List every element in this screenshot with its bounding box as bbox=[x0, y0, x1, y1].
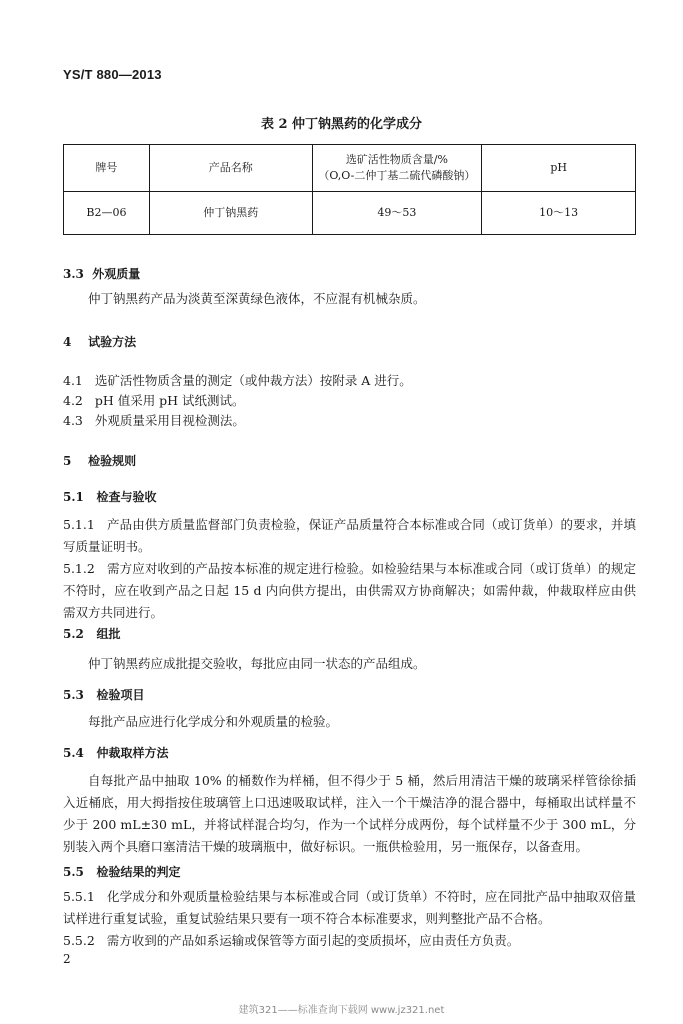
section-number: 5.1 bbox=[63, 490, 84, 504]
section-5-3-heading bbox=[63, 686, 144, 703]
header-active-content bbox=[312, 145, 482, 192]
clause-number: 5.5.1 bbox=[63, 889, 95, 904]
section-5-2-heading bbox=[63, 625, 120, 642]
section-4-heading bbox=[63, 333, 136, 350]
chemical-composition-table bbox=[63, 144, 636, 235]
watermark-footer: 建筑321——标准查询下载网 www.jz321.net bbox=[238, 1005, 445, 1016]
clause-text: 需方应对收到的产品按本标准的规定进行检验。如检验结果与本标准或合同（或订货单）的规定不符时，应在收到产品之日起 15 d 内向供方提出，由供需双方协商解决；如需仲裁，仲裁取样应由供需双方共同进行。 bbox=[63, 561, 636, 620]
cell-ph: 10～13 bbox=[482, 192, 636, 235]
section-3-3-heading bbox=[63, 265, 140, 282]
clause-text: 产品由供方质量监督部门负责检验，保证产品质量符合本标准或合同（或订货单）的要求，并填写质量证明书。 bbox=[63, 517, 636, 554]
table-row bbox=[64, 192, 636, 235]
clause-number: 4.1 bbox=[63, 373, 83, 388]
clause-4-1 bbox=[63, 370, 412, 392]
header-active-content-line1: 选矿活性物质含量/% bbox=[345, 153, 448, 166]
clause-5-1-1 bbox=[63, 514, 636, 558]
section-5-3-text: 每批产品应进行化学成分和外观质量的检验。 bbox=[88, 714, 339, 729]
section-5-4-heading bbox=[63, 744, 168, 761]
clause-5-5-2 bbox=[63, 930, 636, 952]
section-3-3-text: 仲丁钠黑药产品为淡黄至深黄绿色液体，不应混有机械杂质。 bbox=[88, 291, 426, 306]
clause-number: 4.2 bbox=[63, 393, 83, 408]
section-title: 外观质量 bbox=[92, 267, 141, 281]
section-5-heading bbox=[63, 452, 136, 469]
header-active-content-line2: （O,O-二仲丁基二硫代磷酸钠） bbox=[318, 169, 476, 182]
header-ph: pH bbox=[482, 145, 636, 192]
section-title: 检验结果的判定 bbox=[96, 865, 181, 879]
section-number: 5.2 bbox=[63, 627, 84, 641]
section-title: 检验规则 bbox=[88, 454, 137, 468]
section-title: 检查与验收 bbox=[96, 490, 157, 504]
clause-text: 选矿活性物质含量的测定（或仲裁方法）按附录 A 进行。 bbox=[94, 373, 412, 388]
section-title: 检验项目 bbox=[96, 688, 145, 702]
cell-active-content: 49～53 bbox=[312, 192, 482, 235]
section-title: 试验方法 bbox=[88, 335, 137, 349]
section-title: 仲裁取样方法 bbox=[96, 746, 169, 760]
section-number: 3.3 bbox=[63, 267, 84, 281]
section-5-4-text: 自每批产品中抽取 10% 的桶数作为样桶，但不得少于 5 桶，然后用清洁干燥的玻璃采样管徐徐插入近桶底，用大拇指按住玻璃管上口迅速吸取试样，注入一个干燥洁净的混合器中，每桶取出试样量不少于 200 mL±30 mL，并将试样混合均匀，作为一个试样分成两份，每个试样量不少于 300 mL，分别装入两个具磨口塞清洁干燥的玻璃瓶中，做好标识。一瓶供检验用，另一瓶保存，以备查用。 bbox=[63, 773, 636, 854]
clause-4-3 bbox=[63, 410, 245, 432]
section-title: 组批 bbox=[96, 627, 121, 641]
clause-text: pH 值采用 pH 试纸测试。 bbox=[94, 393, 245, 408]
clause-text: 化学成分和外观质量检验结果与本标准或合同（或订货单）不符时，应在同批产品中抽取双倍量试样进行重复试验，重复试验结果只要有一项不符合本标准要求，则判整批产品不合格。 bbox=[63, 889, 636, 926]
clause-number: 5.1.1 bbox=[63, 517, 95, 532]
section-number: 5.5 bbox=[63, 865, 84, 879]
section-5-2-text: 仲丁钠黑药应成批提交验收，每批应由同一状态的产品组成。 bbox=[88, 656, 426, 671]
clause-text: 需方收到的产品如系运输或保管等方面引起的变质损坏，应由责任方负责。 bbox=[106, 933, 520, 948]
standard-code: YS/T 880—2013 bbox=[63, 67, 162, 82]
clause-number: 5.1.2 bbox=[63, 561, 95, 576]
clause-4-2 bbox=[63, 390, 245, 412]
section-number: 5.3 bbox=[63, 688, 84, 702]
clause-number: 5.5.2 bbox=[63, 933, 95, 948]
section-number: 5 bbox=[63, 454, 72, 468]
header-grade: 牌号 bbox=[64, 145, 150, 192]
clause-number: 4.3 bbox=[63, 413, 83, 428]
section-5-5-heading bbox=[63, 863, 180, 880]
cell-grade: B2—06 bbox=[64, 192, 150, 235]
clause-5-5-1 bbox=[63, 886, 636, 930]
section-5-1-heading bbox=[63, 488, 156, 505]
cell-product-name: 仲丁钠黑药 bbox=[149, 192, 312, 235]
section-number: 4 bbox=[63, 335, 72, 349]
header-product-name: 产品名称 bbox=[149, 145, 312, 192]
table-header-row bbox=[64, 145, 636, 192]
clause-text: 外观质量采用目视检测法。 bbox=[94, 413, 245, 428]
page-number: 2 bbox=[63, 952, 71, 966]
section-number: 5.4 bbox=[63, 746, 84, 760]
table-title: 表 2 仲丁钠黑药的化学成分 bbox=[260, 117, 423, 132]
clause-5-1-2 bbox=[63, 558, 636, 624]
